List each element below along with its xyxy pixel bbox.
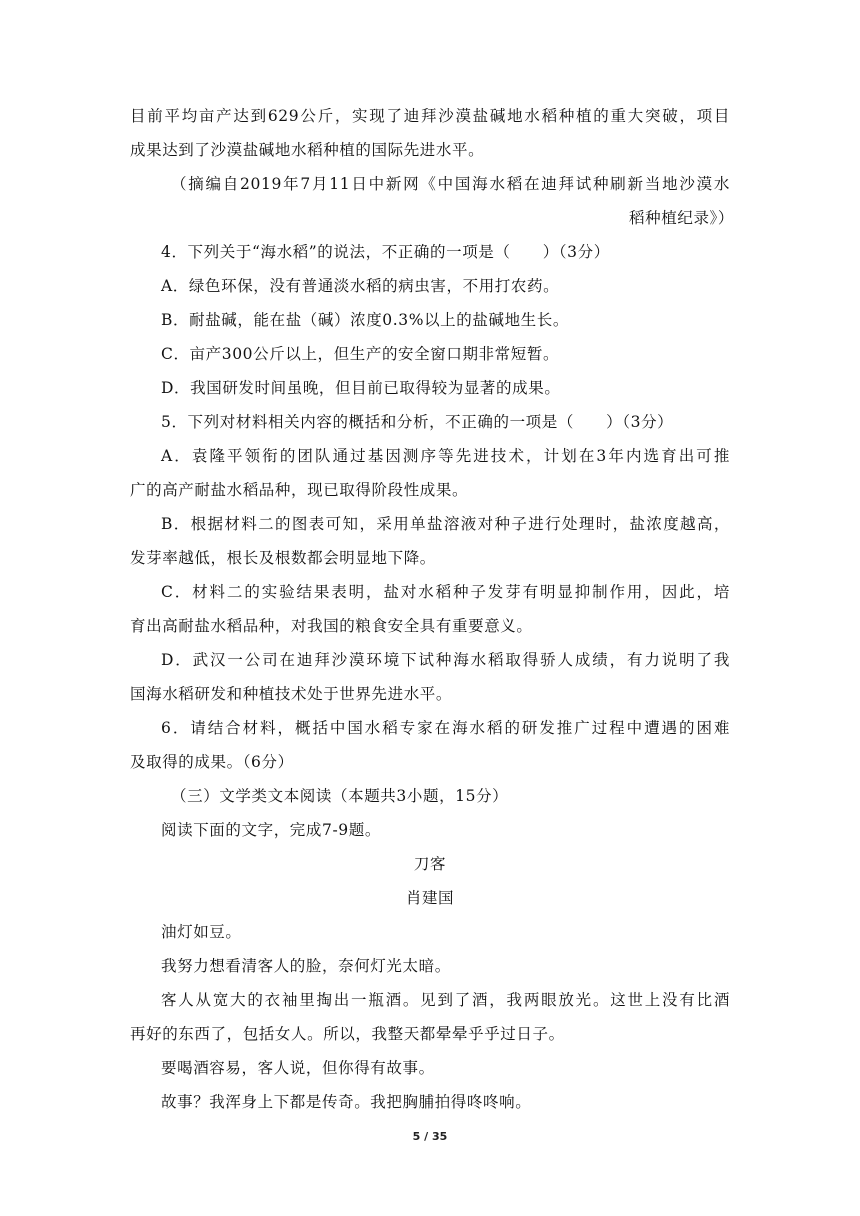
story-author: 肖建国: [405, 889, 455, 907]
story-paragraph-2: 我努力想看清客人的脸，奈何灯光太暗。: [161, 957, 451, 975]
question-5: 5．下列对材料相关内容的概括和分析，不正确的一项是（ ）（3分）: [161, 413, 674, 431]
question-4-option-b: B．耐盐碱，能在盐（碱）浓度0.3%以上的盐碱地生长。: [161, 311, 569, 329]
question-4-option-c: C．亩产300公斤以上，但生产的安全窗口期非常短暂。: [161, 345, 560, 363]
story-paragraph-1: 油灯如豆。: [161, 923, 242, 941]
story-title: 刀客: [413, 855, 447, 873]
question-5-option-d-line-1: D．武汉一公司在迪拜沙漠环境下试种海水稻取得骄人成绩，有力说明了我: [161, 651, 730, 669]
reading-instruction: 阅读下面的文字，完成7-9题。: [161, 821, 381, 839]
question-5-option-a-line-2: 广的高产耐盐水稻品种，现已取得阶段性成果。: [130, 481, 469, 499]
text-line-2: 成果达到了沙漠盐碱地水稻种植的国际先进水平。: [130, 141, 485, 159]
text-line-1: 目前平均亩产达到629公斤，实现了迪拜沙漠盐碱地水稻种植的重大突破，项目: [130, 107, 730, 125]
question-6-line-2: 及取得的成果。（6分）: [130, 753, 294, 771]
question-4-option-a: A．绿色环保，没有普通淡水稻的病虫害，不用打农药。: [161, 277, 560, 295]
source-citation-line-1: （摘编自2019年7月11日中新网《中国海水稻在迪拜试种刷新当地沙漠水: [171, 175, 730, 193]
section-heading: （三）文学类文本阅读（本题共3小题，15分）: [171, 787, 509, 805]
page-number: 5 / 35: [412, 1130, 448, 1143]
question-5-option-c-line-2: 育出高耐盐水稻品种，对我国的粮食安全具有重要意义。: [130, 617, 533, 635]
question-5-option-d-line-2: 国海水稻研发和种植技术处于世界先进水平。: [130, 685, 453, 703]
question-6-line-1: 6．请结合材料，概括中国水稻专家在海水稻的研发推广过程中遭遇的困难: [161, 719, 730, 737]
question-5-option-b-line-2: 发芽率越低，根长及根数都会明显地下降。: [130, 549, 436, 567]
story-paragraph-5: 故事？我浑身上下都是传奇。我把胸脯拍得咚咚响。: [161, 1093, 532, 1111]
question-5-option-a-line-1: A．袁隆平领衔的团队通过基因测序等先进技术，计划在3年内选育出可推: [161, 447, 730, 465]
source-citation-line-2: 稻种植纪录》）: [629, 209, 734, 227]
question-4: 4．下列关于“海水稻”的说法，不正确的一项是（ ）（3分）: [161, 243, 610, 261]
story-paragraph-4: 要喝酒容易，客人说，但你得有故事。: [161, 1059, 435, 1077]
question-4-option-d: D．我国研发时间虽晚，但目前已取得较为显著的成果。: [161, 379, 561, 397]
question-5-option-b-line-1: B．根据材料二的图表可知，采用单盐溶液对种子进行处理时，盐浓度越高，: [161, 515, 730, 533]
story-paragraph-3-line-2: 再好的东西了，包括女人。所以，我整天都晕晕乎乎过日子。: [130, 1025, 565, 1043]
question-5-option-c-line-1: C．材料二的实验结果表明，盐对水稻种子发芽有明显抑制作用，因此，培: [161, 583, 730, 601]
story-paragraph-3-line-1: 客人从宽大的衣袖里掏出一瓶酒。见到了酒，我两眼放光。这世上没有比酒: [161, 991, 730, 1009]
